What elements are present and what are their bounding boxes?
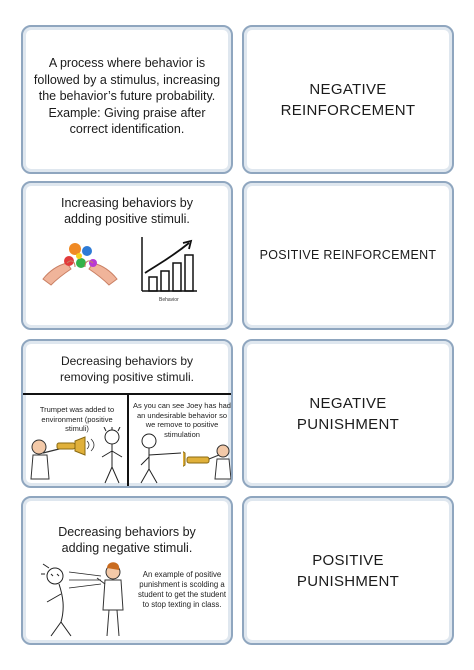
hands-with-colorful-balls-icon	[41, 239, 119, 291]
stick-figure-icon	[99, 427, 125, 485]
example-caption: An example of positive punishment is scolding a student to get the student to stop texting in class.	[138, 570, 226, 609]
definition-card-4[interactable]	[21, 496, 233, 645]
stick-figure-icon	[135, 431, 185, 485]
definition-card-2[interactable]	[21, 181, 233, 330]
definition-text: Increasing behaviors by adding positive stimuli.	[60, 196, 194, 226]
term-card-3[interactable]	[242, 339, 454, 488]
trumpet-player-icon	[27, 433, 99, 483]
definition-text: A process where behavior is followed by a stimulus, increasing the behavior’s future probability. Example: Giving praise after correct identification.	[33, 56, 221, 136]
term-card-2[interactable]	[242, 181, 454, 330]
definition-card-3[interactable]	[21, 339, 233, 488]
panel-divider-vertical	[127, 393, 129, 488]
term-text: NEGATIVE REINFORCEMENT	[280, 80, 416, 119]
term-text: POSITIVE PUNISHMENT	[296, 551, 400, 590]
panel-left-caption: Trumpet was added to environment (positive stimuli)	[39, 405, 115, 433]
term-card-4[interactable]	[242, 496, 454, 645]
trumpet-player-icon	[183, 441, 233, 481]
chart-axis-label: Behavior	[159, 297, 179, 303]
definition-text: Decreasing behaviors by adding negative stimuli.	[58, 525, 196, 555]
term-text: NEGATIVE PUNISHMENT	[296, 394, 400, 433]
panel-right-caption: As you can see Joey has had an undesirable behavior so we remove to positive stimulation	[133, 401, 231, 439]
scolding-teacher-icon	[41, 562, 133, 640]
term-text: POSITIVE REINFORCEMENT	[259, 248, 437, 262]
definition-text: Decreasing behaviors by removing positive stimuli.	[59, 354, 195, 384]
term-card-1[interactable]	[242, 25, 454, 174]
definition-card-1[interactable]	[21, 25, 233, 174]
rising-bar-chart-icon	[139, 235, 199, 295]
